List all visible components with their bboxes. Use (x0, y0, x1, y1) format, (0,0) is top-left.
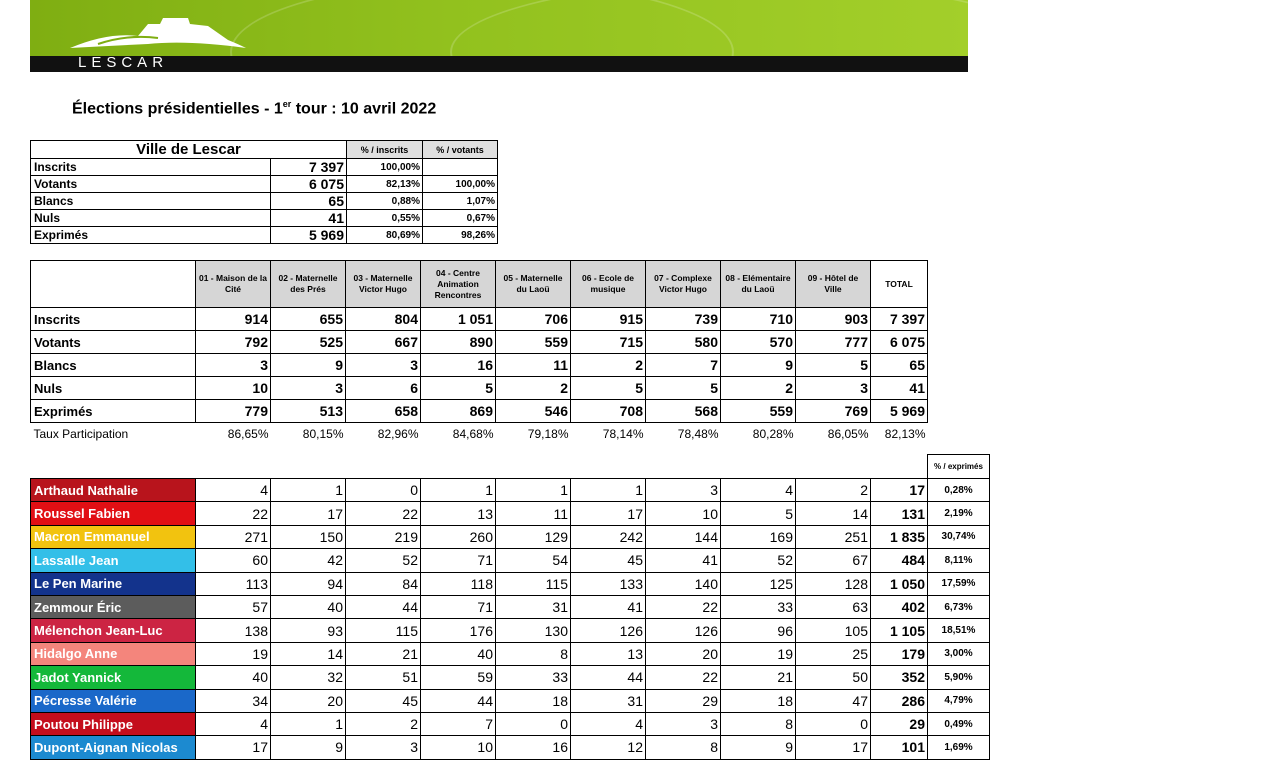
candidate-total: 484 (871, 549, 928, 572)
candidate-vote-cell: 52 (721, 549, 796, 572)
participation-cell: 84,68% (452, 426, 494, 441)
bureau-cell: 65 (871, 354, 928, 377)
bureau-cell: 5 969 (871, 400, 928, 423)
candidate-total: 1 050 (871, 572, 928, 595)
blank-header-cell (31, 261, 196, 308)
candidate-vote-cell: 126 (571, 619, 646, 642)
bureau-row (31, 331, 928, 354)
candidate-pct: 18,51% (928, 619, 990, 642)
bureau-cell: 903 (796, 308, 871, 331)
candidate-vote-cell: 93 (271, 619, 346, 642)
candidate-vote-cell: 260 (421, 525, 496, 548)
candidate-vote-cell: 251 (796, 525, 871, 548)
candidate-vote-cell: 21 (721, 666, 796, 689)
participation-row (31, 423, 928, 445)
candidate-vote-cell: 19 (196, 642, 271, 665)
candidate-vote-cell: 17 (571, 502, 646, 525)
candidate-total: 286 (871, 689, 928, 712)
col-pct-votants: % / votants (423, 141, 498, 159)
candidate-vote-cell: 140 (646, 572, 721, 595)
bureau-cell: 7 (646, 354, 721, 377)
bureau-cell: 655 (271, 308, 346, 331)
candidate-name: Zemmour Éric (31, 595, 196, 618)
candidate-vote-cell: 41 (571, 595, 646, 618)
candidate-vote-cell: 3 (646, 479, 721, 502)
candidate-vote-cell: 32 (271, 666, 346, 689)
summary-header-row (31, 141, 498, 159)
candidate-vote-cell: 51 (346, 666, 421, 689)
summary-value: 41 (271, 210, 347, 227)
logo-text: LESCAR (78, 54, 169, 71)
candidate-vote-cell: 0 (496, 712, 571, 735)
summary-pct-inscrits: 0,88% (347, 193, 423, 210)
summary-pct-inscrits: 100,00% (347, 159, 423, 176)
summary-label: Exprimés (31, 227, 271, 244)
candidate-vote-cell: 271 (196, 525, 271, 548)
participation-cell: 80,28% (752, 426, 794, 441)
bureau-cell: 16 (421, 354, 496, 377)
candidate-pct: 0,28% (928, 479, 990, 502)
col-pct-inscrits: % / inscrits (347, 141, 423, 159)
candidate-total: 179 (871, 642, 928, 665)
bureau-cell: 546 (496, 400, 571, 423)
candidate-vote-cell: 4 (571, 712, 646, 735)
candidate-vote-cell: 3 (346, 736, 421, 759)
candidate-total: 1 835 (871, 525, 928, 548)
candidate-vote-cell: 125 (721, 572, 796, 595)
candidate-row (31, 619, 990, 642)
candidate-vote-cell: 13 (421, 502, 496, 525)
bureau-cell: 706 (496, 308, 571, 331)
candidate-vote-cell: 4 (196, 712, 271, 735)
candidate-name: Macron Emmanuel (31, 525, 196, 548)
bureau-table (30, 260, 928, 445)
candidate-vote-cell: 29 (646, 689, 721, 712)
candidate-vote-cell: 44 (571, 666, 646, 689)
candidate-vote-cell: 19 (721, 642, 796, 665)
candidate-pct: 5,90% (928, 666, 990, 689)
bureau-cell: 568 (646, 400, 721, 423)
bureau-cell: 3 (271, 377, 346, 400)
bureau-cell: 513 (271, 400, 346, 423)
summary-heading: Ville de Lescar (31, 141, 347, 159)
bureau-header: 05 - Maternelle du Laoü (496, 261, 571, 308)
candidate-vote-cell: 20 (646, 642, 721, 665)
bureau-row (31, 400, 928, 423)
bureau-cell: 915 (571, 308, 646, 331)
bureau-cell: 580 (646, 331, 721, 354)
candidate-vote-cell: 130 (496, 619, 571, 642)
candidate-vote-cell: 0 (346, 479, 421, 502)
candidate-vote-cell: 2 (796, 479, 871, 502)
bureau-cell: 570 (721, 331, 796, 354)
candidate-vote-cell: 22 (196, 502, 271, 525)
participation-cell: 86,05% (827, 426, 869, 441)
candidate-vote-cell: 63 (796, 595, 871, 618)
candidate-vote-cell: 47 (796, 689, 871, 712)
page-title: Élections présidentielles - 1er tour : 10 avril 2022 (72, 99, 437, 118)
candidate-vote-cell: 40 (271, 595, 346, 618)
summary-value: 6 075 (271, 176, 347, 193)
col-pct-exprimes: % / exprimés (928, 455, 990, 479)
summary-pct-votants: 98,26% (423, 227, 498, 244)
participation-cell: 78,14% (602, 426, 644, 441)
candidate-vote-cell: 71 (421, 595, 496, 618)
candidate-vote-cell: 115 (346, 619, 421, 642)
summary-row (31, 176, 498, 193)
candidate-vote-cell: 105 (796, 619, 871, 642)
candidate-pct: 30,74% (928, 525, 990, 548)
bureau-cell: 9 (271, 354, 346, 377)
summary-table (30, 140, 498, 244)
candidate-vote-cell: 22 (346, 502, 421, 525)
bureau-cell: 7 397 (871, 308, 928, 331)
bureau-cell: 10 (196, 377, 271, 400)
candidate-vote-cell: 1 (421, 479, 496, 502)
bureau-cell: 739 (646, 308, 721, 331)
candidate-vote-cell: 169 (721, 525, 796, 548)
candidate-vote-cell: 9 (721, 736, 796, 759)
candidate-vote-cell: 94 (271, 572, 346, 595)
bureau-header: 04 - Centre Animation Rencontres (421, 261, 496, 308)
bureau-cell: 2 (721, 377, 796, 400)
bureau-cell: 914 (196, 308, 271, 331)
bureau-header: 01 - Maison de la Cité (196, 261, 271, 308)
candidate-vote-cell: 128 (796, 572, 871, 595)
candidate-pct: 17,59% (928, 572, 990, 595)
candidate-vote-cell: 113 (196, 572, 271, 595)
candidate-vote-cell: 33 (721, 595, 796, 618)
bureau-cell: 6 075 (871, 331, 928, 354)
bureau-header: 02 - Maternelle des Prés (271, 261, 346, 308)
candidate-vote-cell: 3 (646, 712, 721, 735)
participation-cell: 86,65% (227, 426, 269, 441)
candidate-vote-cell: 118 (421, 572, 496, 595)
candidate-row (31, 595, 990, 618)
summary-label: Blancs (31, 193, 271, 210)
candidate-vote-cell: 84 (346, 572, 421, 595)
summary-label: Nuls (31, 210, 271, 227)
candidate-vote-cell: 57 (196, 595, 271, 618)
summary-pct-inscrits: 0,55% (347, 210, 423, 227)
candidate-vote-cell: 45 (571, 549, 646, 572)
summary-value: 65 (271, 193, 347, 210)
candidate-vote-cell: 242 (571, 525, 646, 548)
candidate-vote-cell: 22 (646, 666, 721, 689)
candidate-vote-cell: 1 (271, 712, 346, 735)
candidate-vote-cell: 40 (196, 666, 271, 689)
candidate-vote-cell: 31 (496, 595, 571, 618)
bureau-cell: 6 (346, 377, 421, 400)
bureau-cell: 658 (346, 400, 421, 423)
candidate-row (31, 666, 990, 689)
candidates-header-row (31, 455, 990, 479)
bureau-cell: 5 (571, 377, 646, 400)
candidate-vote-cell: 138 (196, 619, 271, 642)
candidate-vote-cell: 40 (421, 642, 496, 665)
bureau-cell: 5 (421, 377, 496, 400)
bureau-cell: 779 (196, 400, 271, 423)
participation-cell: 82,96% (377, 426, 419, 441)
bureau-cell: 3 (346, 354, 421, 377)
candidate-vote-cell: 2 (346, 712, 421, 735)
bureau-header: 03 - Maternelle Victor Hugo (346, 261, 421, 308)
summary-label: Inscrits (31, 159, 271, 176)
bureau-row-label: Votants (31, 331, 196, 354)
candidate-total: 352 (871, 666, 928, 689)
participation-cell: 78,48% (677, 426, 719, 441)
bureau-cell: 5 (646, 377, 721, 400)
bureau-cell: 2 (571, 354, 646, 377)
candidate-vote-cell: 42 (271, 549, 346, 572)
candidate-vote-cell: 8 (496, 642, 571, 665)
candidate-vote-cell: 52 (346, 549, 421, 572)
bureau-row (31, 377, 928, 400)
summary-pct-votants: 0,67% (423, 210, 498, 227)
candidate-vote-cell: 133 (571, 572, 646, 595)
candidate-pct: 6,73% (928, 595, 990, 618)
candidate-pct: 2,19% (928, 502, 990, 525)
candidate-vote-cell: 16 (496, 736, 571, 759)
candidate-vote-cell: 219 (346, 525, 421, 548)
bureau-header: 06 - Ecole de musique (571, 261, 646, 308)
candidate-vote-cell: 14 (796, 502, 871, 525)
bureau-cell: 708 (571, 400, 646, 423)
bureau-cell: 5 (796, 354, 871, 377)
candidate-vote-cell: 8 (721, 712, 796, 735)
candidate-row (31, 549, 990, 572)
candidate-vote-cell: 150 (271, 525, 346, 548)
candidate-vote-cell: 50 (796, 666, 871, 689)
bureau-cell: 559 (721, 400, 796, 423)
banner-stripe (30, 56, 968, 72)
participation-label: Taux Participation (33, 426, 129, 441)
bureau-cell: 41 (871, 377, 928, 400)
summary-row (31, 159, 498, 176)
candidate-vote-cell: 1 (496, 479, 571, 502)
bureau-cell: 710 (721, 308, 796, 331)
bureau-row (31, 354, 928, 377)
candidate-total: 402 (871, 595, 928, 618)
candidate-row (31, 502, 990, 525)
candidate-vote-cell: 115 (496, 572, 571, 595)
bureau-header: 08 - Elémentaire du Laoü (721, 261, 796, 308)
summary-pct-votants: 1,07% (423, 193, 498, 210)
candidate-vote-cell: 71 (421, 549, 496, 572)
candidate-vote-cell: 41 (646, 549, 721, 572)
candidate-vote-cell: 44 (346, 595, 421, 618)
candidate-vote-cell: 21 (346, 642, 421, 665)
bureau-cell: 2 (496, 377, 571, 400)
candidate-vote-cell: 4 (196, 479, 271, 502)
candidate-total: 17 (871, 479, 928, 502)
bureau-cell: 525 (271, 331, 346, 354)
candidate-vote-cell: 17 (196, 736, 271, 759)
candidate-vote-cell: 10 (421, 736, 496, 759)
candidate-vote-cell: 13 (571, 642, 646, 665)
bureau-cell: 869 (421, 400, 496, 423)
bureau-cell: 777 (796, 331, 871, 354)
bureau-header: TOTAL (871, 261, 928, 308)
candidate-row (31, 712, 990, 735)
candidate-name: Hidalgo Anne (31, 642, 196, 665)
candidate-vote-cell: 44 (421, 689, 496, 712)
candidate-vote-cell: 1 (571, 479, 646, 502)
bureau-row-label: Exprimés (31, 400, 196, 423)
summary-row (31, 210, 498, 227)
candidate-total: 29 (871, 712, 928, 735)
candidate-pct: 0,49% (928, 712, 990, 735)
bureau-header: 07 - Complexe Victor Hugo (646, 261, 721, 308)
bureau-row-label: Blancs (31, 354, 196, 377)
candidate-name: Lassalle Jean (31, 549, 196, 572)
bureau-header: 09 - Hôtel de Ville (796, 261, 871, 308)
candidate-vote-cell: 5 (721, 502, 796, 525)
candidate-pct: 4,79% (928, 689, 990, 712)
summary-pct-inscrits: 82,13% (347, 176, 423, 193)
candidate-name: Poutou Philippe (31, 712, 196, 735)
summary-value: 7 397 (271, 159, 347, 176)
candidate-vote-cell: 11 (496, 502, 571, 525)
candidate-name: Dupont-Aignan Nicolas (31, 736, 196, 759)
bureau-cell: 9 (721, 354, 796, 377)
bureau-cell: 890 (421, 331, 496, 354)
summary-value: 5 969 (271, 227, 347, 244)
candidate-vote-cell: 31 (571, 689, 646, 712)
candidate-name: Roussel Fabien (31, 502, 196, 525)
candidate-row (31, 479, 990, 502)
candidate-vote-cell: 144 (646, 525, 721, 548)
candidate-vote-cell: 18 (496, 689, 571, 712)
summary-row (31, 193, 498, 210)
header-banner (30, 0, 968, 72)
candidate-vote-cell: 176 (421, 619, 496, 642)
candidate-pct: 8,11% (928, 549, 990, 572)
candidate-total: 101 (871, 736, 928, 759)
bureau-cell: 769 (796, 400, 871, 423)
candidate-name: Le Pen Marine (31, 572, 196, 595)
bureau-row (31, 308, 928, 331)
candidate-vote-cell: 96 (721, 619, 796, 642)
candidate-vote-cell: 18 (721, 689, 796, 712)
participation-cell: 79,18% (527, 426, 569, 441)
summary-pct-votants (423, 159, 498, 176)
candidate-name: Mélenchon Jean-Luc (31, 619, 196, 642)
candidate-vote-cell: 10 (646, 502, 721, 525)
participation-cell: 82,13% (884, 426, 926, 441)
candidate-vote-cell: 17 (271, 502, 346, 525)
participation-cell: 80,15% (302, 426, 344, 441)
candidate-vote-cell: 67 (796, 549, 871, 572)
candidate-row (31, 736, 990, 759)
candidates-table (30, 454, 990, 760)
candidate-vote-cell: 33 (496, 666, 571, 689)
candidate-row (31, 689, 990, 712)
bureau-header-row (31, 261, 928, 308)
candidate-vote-cell: 4 (721, 479, 796, 502)
candidate-vote-cell: 60 (196, 549, 271, 572)
candidate-total: 131 (871, 502, 928, 525)
bureau-cell: 715 (571, 331, 646, 354)
candidate-vote-cell: 34 (196, 689, 271, 712)
header-spacer (31, 455, 928, 479)
candidate-row (31, 572, 990, 595)
bureau-cell: 11 (496, 354, 571, 377)
candidate-row (31, 525, 990, 548)
candidate-pct: 1,69% (928, 736, 990, 759)
bureau-row-label: Inscrits (31, 308, 196, 331)
bureau-cell: 3 (796, 377, 871, 400)
summary-pct-inscrits: 80,69% (347, 227, 423, 244)
candidate-vote-cell: 126 (646, 619, 721, 642)
bureau-cell: 804 (346, 308, 421, 331)
candidate-vote-cell: 54 (496, 549, 571, 572)
bureau-cell: 559 (496, 331, 571, 354)
candidate-vote-cell: 25 (796, 642, 871, 665)
candidate-vote-cell: 45 (346, 689, 421, 712)
candidate-vote-cell: 17 (796, 736, 871, 759)
candidate-name: Jadot Yannick (31, 666, 196, 689)
candidate-vote-cell: 1 (271, 479, 346, 502)
bureau-row-label: Nuls (31, 377, 196, 400)
candidate-vote-cell: 7 (421, 712, 496, 735)
candidate-vote-cell: 0 (796, 712, 871, 735)
castle-logo-icon (68, 10, 248, 50)
candidate-vote-cell: 14 (271, 642, 346, 665)
candidate-total: 1 105 (871, 619, 928, 642)
bureau-cell: 3 (196, 354, 271, 377)
candidate-vote-cell: 20 (271, 689, 346, 712)
candidate-pct: 3,00% (928, 642, 990, 665)
summary-row (31, 227, 498, 244)
candidate-vote-cell: 59 (421, 666, 496, 689)
candidate-vote-cell: 12 (571, 736, 646, 759)
candidate-vote-cell: 129 (496, 525, 571, 548)
candidate-vote-cell: 22 (646, 595, 721, 618)
candidate-name: Pécresse Valérie (31, 689, 196, 712)
candidate-row (31, 642, 990, 665)
bureau-cell: 667 (346, 331, 421, 354)
candidate-vote-cell: 8 (646, 736, 721, 759)
candidate-vote-cell: 9 (271, 736, 346, 759)
bureau-cell: 792 (196, 331, 271, 354)
summary-label: Votants (31, 176, 271, 193)
bureau-cell: 1 051 (421, 308, 496, 331)
summary-pct-votants: 100,00% (423, 176, 498, 193)
candidate-name: Arthaud Nathalie (31, 479, 196, 502)
